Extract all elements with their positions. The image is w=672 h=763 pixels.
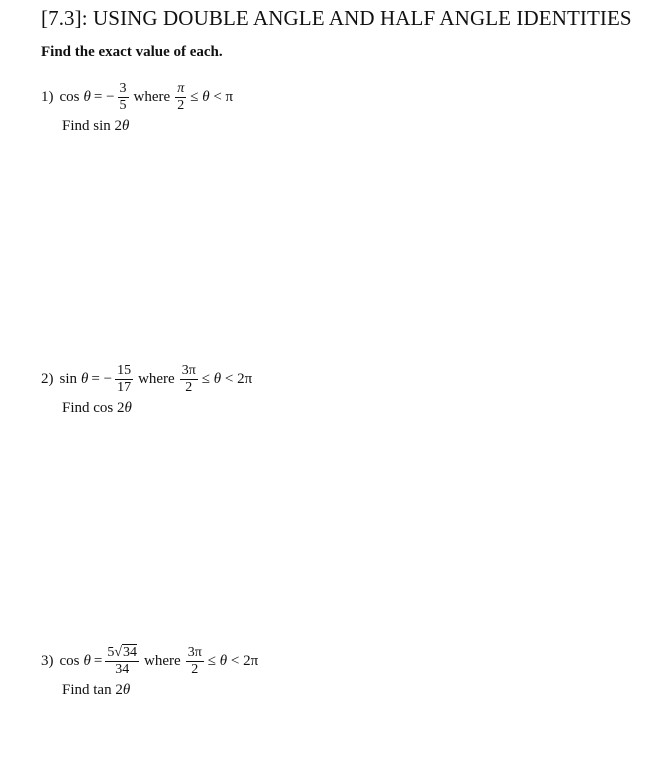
theta-variable: θ — [124, 400, 132, 416]
value-fraction — [118, 81, 129, 114]
theta-variable: θ — [83, 88, 91, 105]
inequality — [190, 89, 233, 106]
bound-fraction — [180, 363, 198, 396]
trig-function: cos — [59, 652, 80, 669]
leq-symbol: ≤ — [201, 370, 211, 387]
theta-variable: θ — [213, 370, 222, 387]
upper-bound: < 2π — [224, 370, 253, 387]
value-fraction — [115, 363, 133, 396]
inequality — [202, 371, 252, 388]
problem-number: 1) — [41, 88, 54, 105]
equals-sign: = − — [93, 88, 115, 105]
sqrt-symbol: √ — [114, 644, 123, 660]
find-label: Find tan 2 — [62, 682, 123, 698]
leq-symbol: ≤ — [190, 88, 199, 105]
instructions: Find the exact value of each. — [41, 44, 223, 60]
where-text: where — [138, 370, 175, 387]
fraction-numerator: 3π — [187, 644, 202, 660]
fraction-denominator: 5 — [119, 97, 127, 113]
theta-variable: θ — [122, 682, 131, 698]
page-title: [7.3]: USING DOUBLE ANGLE AND HALF ANGLE IDENTITIES — [41, 6, 632, 30]
fraction-denominator: 2 — [191, 661, 199, 677]
radicand: 34 — [123, 644, 138, 660]
problem-number: 3) — [41, 652, 54, 669]
problem-2 — [41, 358, 252, 417]
equals-sign: = — [93, 652, 103, 669]
leq-symbol: ≤ — [207, 652, 216, 669]
problem-1-equation — [41, 76, 233, 118]
find-label: Find sin 2 — [62, 118, 123, 134]
coefficient: 5 — [107, 644, 115, 660]
equals-sign: = − — [91, 370, 113, 387]
upper-bound: < 2π — [230, 652, 259, 669]
fraction-denominator: 17 — [117, 379, 132, 395]
theta-variable: θ — [219, 652, 228, 669]
fraction-denominator: 2 — [185, 379, 193, 395]
where-text: where — [144, 652, 181, 669]
theta-variable: θ — [81, 370, 89, 387]
find-label: Find cos 2 — [62, 400, 125, 416]
theta-variable: θ — [122, 118, 130, 134]
bound-fraction — [186, 645, 204, 678]
problem-2-equation — [41, 358, 252, 400]
fraction-numerator: 3 — [119, 80, 127, 96]
fraction-denominator: 34 — [115, 661, 130, 677]
trig-function: cos — [59, 88, 80, 105]
value-fraction — [105, 645, 139, 678]
bound-fraction — [175, 81, 186, 114]
problem-3-find — [62, 682, 258, 699]
fraction-numerator — [175, 81, 186, 98]
where-text: where — [133, 88, 171, 105]
inequality — [208, 653, 258, 670]
pi-symbol: π — [177, 80, 185, 96]
problem-1 — [41, 76, 233, 135]
problem-3 — [41, 640, 258, 699]
theta-variable: θ — [83, 652, 91, 669]
trig-function: sin — [59, 370, 78, 387]
fraction-numerator: 15 — [117, 362, 132, 378]
problem-3-equation — [41, 640, 258, 682]
fraction-numerator — [105, 645, 139, 662]
problem-number: 2) — [41, 370, 54, 387]
problem-2-find — [62, 400, 252, 417]
problem-1-find — [62, 118, 233, 135]
upper-bound: < π — [213, 88, 234, 105]
fraction-numerator: 3π — [181, 362, 196, 378]
theta-variable: θ — [202, 88, 210, 105]
fraction-denominator: 2 — [177, 97, 185, 113]
